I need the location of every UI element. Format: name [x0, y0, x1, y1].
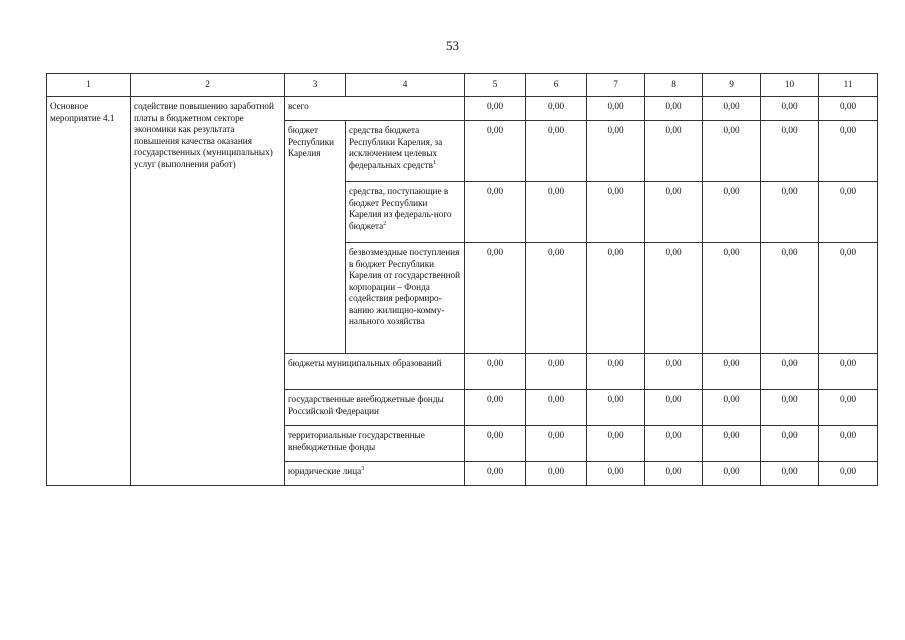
value-cell: 0,00 — [819, 426, 878, 462]
value-cell: 0,00 — [645, 462, 703, 486]
source-label: всего — [285, 97, 465, 121]
column-header: 10 — [761, 74, 819, 97]
value-cell: 0,00 — [465, 243, 526, 354]
budget-karelia-label: бюджет Республики Карелия — [285, 121, 346, 354]
value-cell: 0,00 — [465, 354, 526, 390]
value-cell: 0,00 — [465, 390, 526, 426]
source-label: бюджеты муниципальных образований — [285, 354, 465, 390]
event-name: Основное мероприятие 4.1 — [47, 97, 131, 486]
value-cell: 0,00 — [703, 426, 761, 462]
value-cell: 0,00 — [645, 243, 703, 354]
value-cell: 0,00 — [819, 97, 878, 121]
value-cell: 0,00 — [465, 182, 526, 243]
column-header: 7 — [587, 74, 645, 97]
value-cell: 0,00 — [526, 354, 587, 390]
value-cell: 0,00 — [587, 462, 645, 486]
column-header: 5 — [465, 74, 526, 97]
source-label: средства, поступающие в бюджет Республики Карелия из федераль-ного бюджета$^2$ — [346, 182, 465, 243]
page-number: 53 — [446, 38, 459, 53]
value-cell: 0,00 — [703, 354, 761, 390]
value-cell: 0,00 — [703, 97, 761, 121]
value-cell: 0,00 — [645, 354, 703, 390]
column-header: 11 — [819, 74, 878, 97]
column-header: 6 — [526, 74, 587, 97]
source-label: территориальные государственные внебюджетные фонды — [285, 426, 465, 462]
column-header: 4 — [346, 74, 465, 97]
column-header: 2 — [131, 74, 285, 97]
value-cell: 0,00 — [526, 121, 587, 182]
value-cell: 0,00 — [761, 121, 819, 182]
value-cell: 0,00 — [465, 97, 526, 121]
value-cell: 0,00 — [587, 121, 645, 182]
column-header: 8 — [645, 74, 703, 97]
value-cell: 0,00 — [526, 243, 587, 354]
value-cell: 0,00 — [819, 121, 878, 182]
value-cell: 0,00 — [645, 121, 703, 182]
value-cell: 0,00 — [703, 243, 761, 354]
source-label: юридические лица$^3$ — [285, 462, 465, 486]
value-cell: 0,00 — [526, 97, 587, 121]
value-cell: 0,00 — [761, 426, 819, 462]
value-cell: 0,00 — [526, 182, 587, 243]
value-cell: 0,00 — [526, 462, 587, 486]
value-cell: 0,00 — [819, 462, 878, 486]
value-cell: 0,00 — [819, 354, 878, 390]
value-cell: 0,00 — [645, 390, 703, 426]
value-cell: 0,00 — [587, 426, 645, 462]
value-cell: 0,00 — [587, 243, 645, 354]
source-label: средства бюджета Республики Карелия, за исключением целевых федеральных средств$^1$ — [346, 121, 465, 182]
value-cell: 0,00 — [645, 182, 703, 243]
value-cell: 0,00 — [587, 182, 645, 243]
value-cell: 0,00 — [761, 354, 819, 390]
value-cell: 0,00 — [703, 462, 761, 486]
value-cell: 0,00 — [819, 390, 878, 426]
value-cell: 0,00 — [587, 97, 645, 121]
value-cell: 0,00 — [526, 426, 587, 462]
event-description: содействие повышению заработной платы в бюджетном секторе экономики как результата повышения качества оказания государственных (муниципальных) услуг (выполнения работ) — [131, 97, 285, 486]
column-header: 3 — [285, 74, 346, 97]
value-cell: 0,00 — [526, 390, 587, 426]
value-cell: 0,00 — [465, 462, 526, 486]
value-cell: 0,00 — [761, 97, 819, 121]
value-cell: 0,00 — [587, 390, 645, 426]
value-cell: 0,00 — [465, 121, 526, 182]
header-row — [47, 74, 878, 97]
value-cell: 0,00 — [703, 182, 761, 243]
value-cell: 0,00 — [465, 426, 526, 462]
value-cell: 0,00 — [761, 243, 819, 354]
value-cell: 0,00 — [819, 243, 878, 354]
budget-table — [46, 73, 878, 486]
value-cell: 0,00 — [703, 121, 761, 182]
value-cell: 0,00 — [819, 182, 878, 243]
value-cell: 0,00 — [761, 182, 819, 243]
value-cell: 0,00 — [703, 390, 761, 426]
value-cell: 0,00 — [645, 426, 703, 462]
value-cell: 0,00 — [761, 390, 819, 426]
table-row — [47, 97, 878, 121]
value-cell: 0,00 — [645, 97, 703, 121]
source-label: безвозмездные поступления в бюджет Республики Карелия от государственной корпорации – Фонда содействия реформиро-ванию жилищно-комму-нального хозяйства — [346, 243, 465, 354]
value-cell: 0,00 — [587, 354, 645, 390]
value-cell: 0,00 — [761, 462, 819, 486]
column-header: 9 — [703, 74, 761, 97]
column-header: 1 — [47, 74, 131, 97]
source-label: государственные внебюджетные фонды Российской Федерации — [285, 390, 465, 426]
